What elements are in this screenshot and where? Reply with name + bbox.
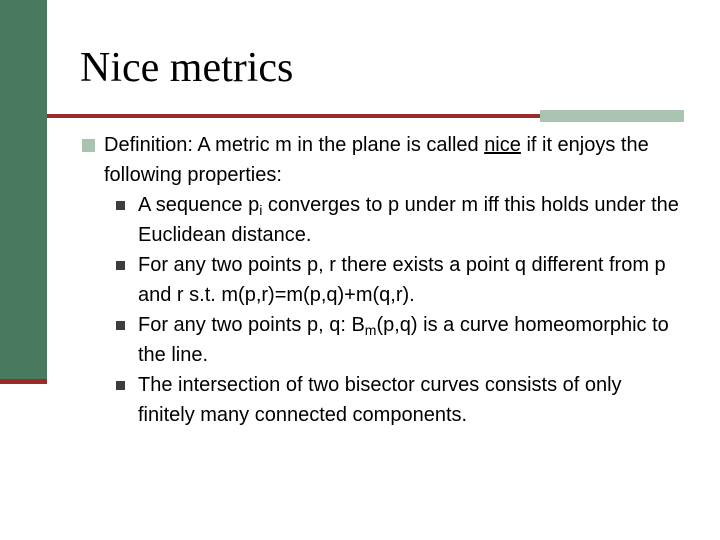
property-item <box>80 370 680 430</box>
property-text: For any two points p, r there exists a point q different from p and r s.t. m(p,r)=m(p,q)+m(q,r). <box>138 254 666 306</box>
square-bullet-icon <box>116 321 125 330</box>
square-bullet-icon <box>82 139 95 152</box>
property-text: For any two points p, q: B <box>138 314 365 336</box>
definition-text-before: Definition: A metric m in the plane is called <box>104 134 485 156</box>
definition-bullet <box>80 130 680 190</box>
property-subscript: i <box>259 202 263 218</box>
definition-text-after: if it enjoys the following properties: <box>104 134 649 186</box>
definition-emphasis: nice <box>484 134 521 156</box>
left-bar-red-accent <box>0 379 47 384</box>
properties-list <box>80 190 680 430</box>
slide-title: Nice metrics <box>80 45 294 91</box>
property-text: The intersection of two bisector curves consists of only finitely many connected components. <box>138 374 622 426</box>
slide-body <box>80 130 680 430</box>
square-bullet-icon <box>116 201 125 210</box>
left-accent-bar <box>0 0 47 382</box>
property-item <box>80 250 680 310</box>
property-item <box>80 310 680 370</box>
property-text: A sequence p <box>138 194 260 216</box>
property-text-after: converges to p under m iff this holds under the Euclidean distance. <box>138 194 679 246</box>
square-bullet-icon <box>116 381 125 390</box>
title-divider-accent <box>540 110 684 122</box>
property-item <box>80 190 680 250</box>
property-text-after: (p,q) is a curve homeomorphic to the line. <box>138 314 669 366</box>
square-bullet-icon <box>116 261 125 270</box>
property-subscript: m <box>364 322 377 338</box>
